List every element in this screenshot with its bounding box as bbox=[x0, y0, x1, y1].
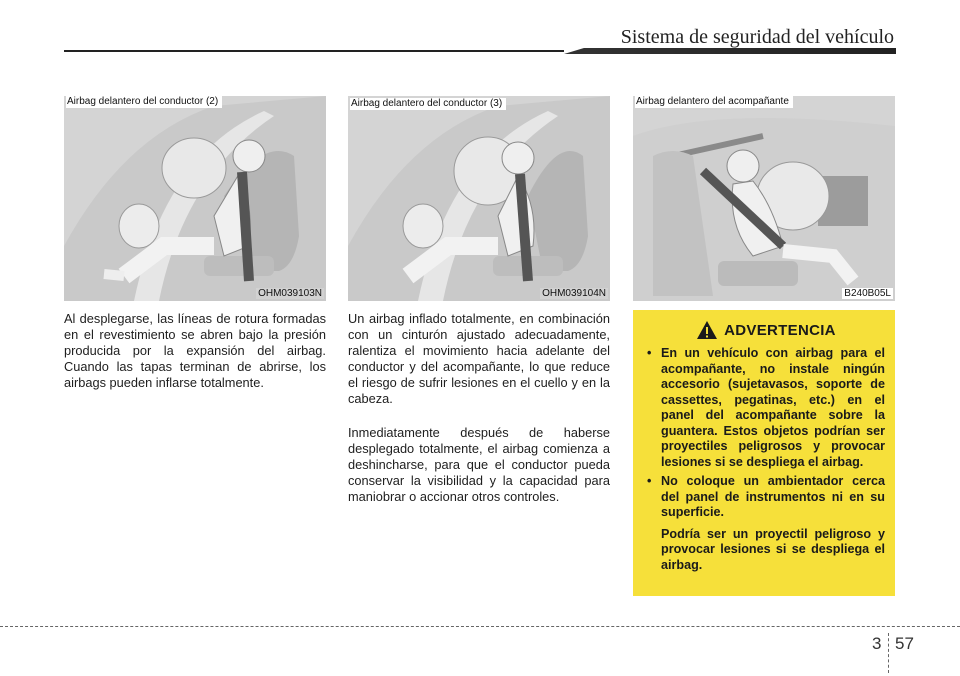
passenger-airbag-illustration bbox=[633, 96, 895, 301]
page-separator bbox=[888, 633, 889, 673]
figure-caption: Airbag delantero del acompañante bbox=[635, 96, 793, 108]
figure-driver-airbag-3 bbox=[348, 96, 610, 301]
figure-code: OHM039103N bbox=[258, 288, 322, 299]
figure-code: OHM039104N bbox=[542, 288, 606, 299]
driver-airbag-deploying-illustration bbox=[64, 96, 326, 301]
column-2-text bbox=[348, 311, 610, 523]
paragraph: Al desplegarse, las líneas de rotura formadas en el revestimiento se abren bajo la presión producida por la expansión del airbag. Cuando las tapas terminan de abrirse, los airbags pueden inflarse totalmente. bbox=[64, 311, 326, 390]
warning-list bbox=[647, 346, 885, 521]
warning-box bbox=[633, 310, 895, 596]
section-title: Sistema de seguridad del vehículo bbox=[620, 26, 894, 48]
paragraph: Un airbag inflado totalmente, en combinación con un cinturón ajustado adecuadamente, ralentiza el movimiento hacia adelante del conductor y del acompañante, lo que reduce el riesgo de sufrir lesiones en el cuello y en la cabeza. bbox=[348, 311, 610, 406]
warning-triangle-icon bbox=[696, 320, 718, 340]
figure-passenger-airbag bbox=[633, 96, 895, 301]
warning-note: Podría ser un proyectil peligroso y provocar lesiones si se despliega el airbag. bbox=[661, 526, 885, 572]
driver-airbag-full-illustration bbox=[348, 96, 610, 301]
figure-code: B240B05L bbox=[844, 288, 891, 299]
warning-header bbox=[647, 320, 885, 340]
page-number: 57 bbox=[895, 634, 914, 653]
figure-driver-airbag-2 bbox=[64, 96, 326, 301]
column-1-text bbox=[64, 311, 326, 409]
paragraph: Inmediatamente después de haberse desplegado totalmente, el airbag comienza a deshincharse, para que el conductor pueda conservar la visibilidad y la capacidad para maniobrar o accionar otros controles. bbox=[348, 425, 610, 504]
figure-caption: Airbag delantero del conductor (3) bbox=[350, 98, 506, 110]
warning-item: • No coloque un ambientador cerca del panel de instrumentos ni en su superficie. bbox=[647, 474, 885, 521]
header-rule bbox=[64, 48, 896, 54]
warning-title: ADVERTENCIA bbox=[724, 321, 836, 339]
warning-item: • En un vehículo con airbag para el acompañante, no instale ningún accesorio (sujetavasos, soporte de cassettes, pegatinas, etc.) en el panel del acompañante sobre la guantera. Estos objetos podrían ser proyectiles peligrosos y provocar lesiones si se despliega el airbag. bbox=[647, 346, 885, 470]
chapter-number: 3 bbox=[872, 634, 882, 653]
footer-rule bbox=[0, 626, 960, 627]
figure-caption: Airbag delantero del conductor (2) bbox=[66, 96, 222, 108]
